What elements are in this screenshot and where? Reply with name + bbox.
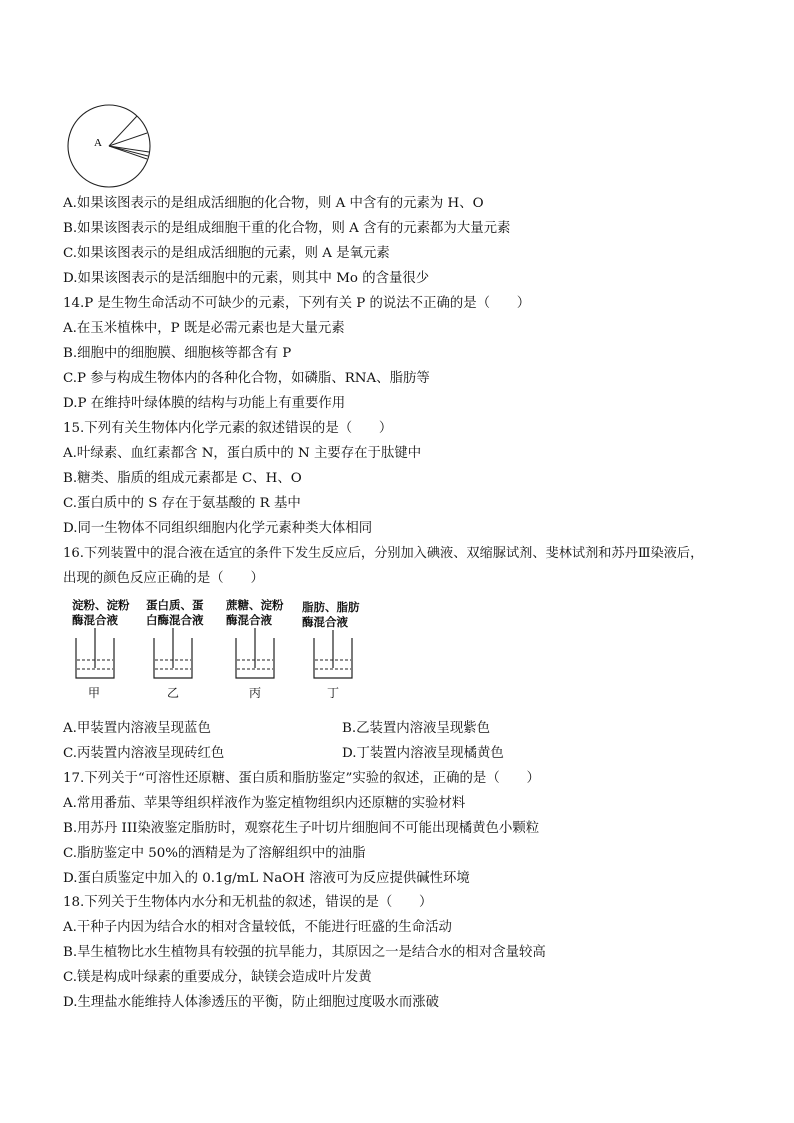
beaker-label-jia-1: 淀粉、淀粉 <box>72 598 130 612</box>
beaker-label-yi-2: 白酶混合液 <box>146 613 204 627</box>
q16-stem-line2: 出现的颜色反应正确的是（ ） <box>63 571 264 586</box>
q17-option-b: B.用苏丹 III染液鉴定脂肪时，观察花生子叶切片细胞间不可能出现橘黄色小颗粒 <box>63 821 540 836</box>
pie-divider <box>109 146 147 159</box>
pie-label: A <box>94 137 102 149</box>
beaker-label-bing-2: 酶混合液 <box>226 613 272 627</box>
beaker-label-yi-1: 蛋白质、蛋 <box>146 598 204 612</box>
q18-stem: 18.下列关于生物体内水分和无机盐的叙述，错误的是（ ） <box>63 895 433 910</box>
q14-option-a: A.在玉米植株中，P 既是必需元素也是大量元素 <box>63 321 345 336</box>
q15-option-a: A.叶绿素、血红素都含 N，蛋白质中的 N 主要存在于肽键中 <box>63 446 422 461</box>
q17-option-c: C.脂肪鉴定中 50%的酒精是为了溶解组织中的油脂 <box>63 846 366 861</box>
q16-option-c: C.丙装置内溶液呈现砖红色 <box>63 746 225 761</box>
q16-option-d: D.丁装置内溶液呈现橘黄色 <box>342 746 504 761</box>
beaker-jia <box>76 628 114 678</box>
beaker-label-ding-2: 酶混合液 <box>302 615 348 629</box>
q18-option-c: C.镁是构成叶绿素的重要成分，缺镁会造成叶片发黄 <box>63 970 372 985</box>
beaker-figure <box>66 598 366 702</box>
q15-stem: 15.下列有关生物体内化学元素的叙述错误的是（ ） <box>63 421 393 436</box>
beaker-name-jia: 甲 <box>88 686 101 700</box>
q13-option-b: B.如果该图表示的是组成细胞干重的化合物，则 A 含有的元素都为大量元素 <box>63 221 511 236</box>
pie-chart-figure <box>66 103 152 189</box>
beaker-bing <box>236 628 274 678</box>
q13-option-a: A.如果该图表示的是组成活细胞的化合物，则 A 中含有的元素为 H、O <box>63 196 484 211</box>
beaker-ding <box>314 630 352 678</box>
q13-option-c: C.如果该图表示的是组成活细胞的元素，则 A 是氧元素 <box>63 246 390 261</box>
q18-option-a: A.干种子内因为结合水的相对含量较低，不能进行旺盛的生命活动 <box>63 920 452 935</box>
q14-option-c: C.P 参与构成生物体内的各种化合物，如磷脂、RNA、脂肪等 <box>63 371 430 386</box>
q18-option-b: B.旱生植物比水生植物具有较强的抗旱能力，其原因之一是结合水的相对含量较高 <box>63 945 546 960</box>
q15-option-d: D.同一生物体不同组织细胞内化学元素种类大体相同 <box>63 521 373 536</box>
beaker-label-jia-2: 酶混合液 <box>72 613 118 627</box>
q17-stem: 17.下列关于“可溶性还原糖、蛋白质和脂肪鉴定”实验的叙述，正确的是（ ） <box>63 771 540 786</box>
beaker-name-yi: 乙 <box>167 686 180 700</box>
q16-stem-line1: 16.下列装置中的混合液在适宜的条件下发生反应后，分别加入碘液、双缩脲试剂、斐林试剂和苏丹Ⅲ染液后， <box>63 546 704 561</box>
q14-stem: 14.P 是生物生命活动不可缺少的元素，下列有关 P 的说法不正确的是（ ） <box>63 296 531 311</box>
q14-option-b: B.细胞中的细胞膜、细胞核等都含有 P <box>63 346 292 361</box>
beaker-name-bing: 丙 <box>249 686 262 700</box>
q17-option-d: D.蛋白质鉴定中加入的 0.1g/mL NaOH 溶液可为反应提供碱性环境 <box>63 871 470 886</box>
q16-option-b: B.乙装置内溶液呈现紫色 <box>342 721 491 736</box>
q17-option-a: A.常用番茄、苹果等组织样液作为鉴定植物组织内还原糖的实验材料 <box>63 796 466 811</box>
q14-option-d: D.P 在维持叶绿体膜的结构与功能上有重要作用 <box>63 396 346 411</box>
beaker-yi <box>154 628 192 678</box>
q15-option-b: B.糖类、脂质的组成元素都是 C、H、O <box>63 471 302 486</box>
beaker-label-bing-1: 蔗糖、淀粉 <box>226 598 284 612</box>
beaker-label-ding-1: 脂肪、脂肪 <box>302 600 360 614</box>
beaker-name-ding: 丁 <box>327 686 340 700</box>
q13-option-d: D.如果该图表示的是活细胞中的元素，则其中 Mo 的含量很少 <box>63 271 430 286</box>
q16-option-a: A.甲装置内溶液呈现蓝色 <box>63 721 211 736</box>
q15-option-c: C.蛋白质中的 S 存在于氨基酸的 R 基中 <box>63 496 301 511</box>
q18-option-d: D.生理盐水能维持人体渗透压的平衡，防止细胞过度吸水而涨破 <box>63 995 440 1010</box>
